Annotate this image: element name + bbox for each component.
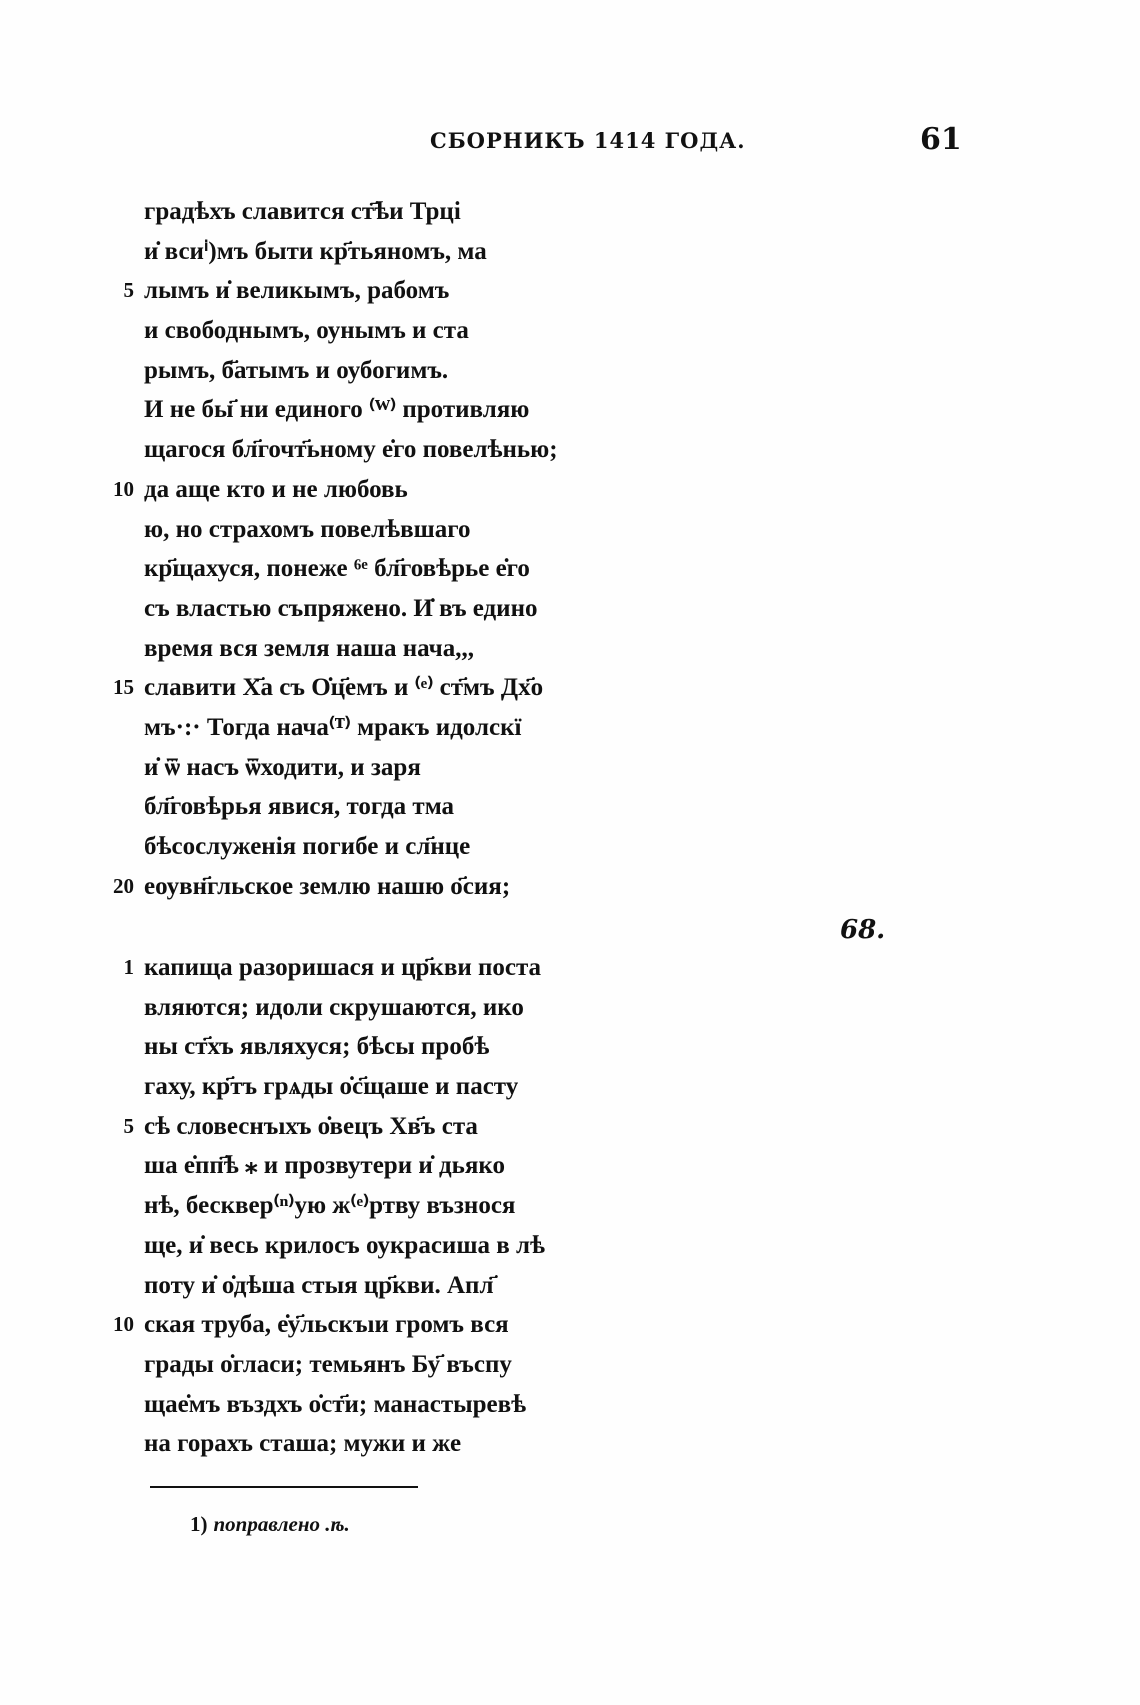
line-text: славити Х҃а съ О̇ц҃емъ и ⁽ᵉ⁾ ст҃мъ Дх҃о xyxy=(144,674,544,702)
text-line xyxy=(100,1067,640,1107)
line-text: И не бы҃ ни единого ⁽ᵂ⁾ противляю xyxy=(144,396,530,424)
line-text: и̇ всиⁱ)мъ быти кр҃тьяномъ, ма xyxy=(144,237,487,265)
footnote-text: поправлено .ѣ. xyxy=(213,1512,350,1536)
folio-marker: 68. xyxy=(840,915,886,945)
line-text: грады о̇гласи; темьянъ Бу҃ въспу xyxy=(144,1350,512,1378)
line-text: сѣ словеснъıхъ о̇вецъ Хв҃ъ ста xyxy=(144,1112,478,1140)
text-line xyxy=(100,668,640,708)
text-line xyxy=(100,351,640,391)
text-line xyxy=(100,1305,640,1345)
text-line xyxy=(100,390,640,430)
line-text: лымъ и̇ великымъ, рабомъ xyxy=(144,277,450,305)
text-line xyxy=(100,1027,640,1067)
text-line xyxy=(100,748,640,788)
text-line xyxy=(100,1345,640,1385)
line-text: да аще кто и не любовь xyxy=(144,475,408,503)
line-text: ская труба, е̇у҃льскъıи громъ вся xyxy=(144,1311,509,1339)
line-text: рымъ, б҃атымъ и оубогимъ. xyxy=(144,356,449,384)
line-number: 10 xyxy=(113,1312,134,1337)
line-text: гаху, кр҃тъ грѧды о̇с҃щаше и пасту xyxy=(144,1073,519,1101)
line-text: на горахъ сташа; мужи и же xyxy=(144,1430,462,1458)
text-line xyxy=(100,430,640,470)
footnote xyxy=(190,1512,350,1537)
text-line xyxy=(100,271,640,311)
line-text: нѣ, бесквер⁽ⁿ⁾ую ж⁽ᵉ⁾ртву възнося xyxy=(144,1192,516,1220)
text-line xyxy=(100,549,640,589)
text-line xyxy=(100,827,640,867)
line-text: еоувн҃гльское землю нашю о҃сия; xyxy=(144,872,511,900)
line-text: капища разоришася и цр҃кви поста xyxy=(144,954,542,981)
line-text: съ властью съпряжено. И̇ въ едино xyxy=(144,594,538,622)
line-text: бл҃говѣрья явися, тогда тма xyxy=(144,793,455,821)
line-number: 5 xyxy=(123,278,134,303)
footnote-rule xyxy=(150,1486,418,1488)
line-text: мъ·:· Тогда нача⁽ᵀ⁾ мракъ идолскї xyxy=(144,713,522,741)
text-line xyxy=(100,1424,640,1464)
line-text: и̇ ѿ насъ ѿходити, и заря xyxy=(144,753,421,781)
line-number: 5 xyxy=(123,1113,134,1138)
text-line xyxy=(100,1385,640,1425)
page-number: 61 xyxy=(920,122,962,157)
line-text: вляются; идоли скрушаются, ико xyxy=(144,993,524,1021)
line-number: 1 xyxy=(123,955,134,979)
text-line xyxy=(100,708,640,748)
text-line xyxy=(100,1146,640,1186)
line-text: ю, но страхомъ повелѣвшаго xyxy=(144,515,471,543)
text-line xyxy=(100,589,640,629)
text-block-2 xyxy=(100,948,640,1464)
line-text: щае̇мъ въздхъ о̇ст҃и; манастыревѣ xyxy=(144,1390,527,1418)
text-line xyxy=(100,1226,640,1266)
text-line xyxy=(100,192,640,232)
line-text: ны ст҃хъ являхуся; бѣсы пробѣ xyxy=(144,1033,490,1061)
line-text: поту и̇ о̇дѣша стыя цр҃кви. Апл҃ xyxy=(144,1271,494,1299)
text-line xyxy=(100,988,640,1028)
text-line xyxy=(100,232,640,272)
line-number: 15 xyxy=(113,675,134,700)
line-text: ще, и̇ весь крилосъ оукрасиша в лѣ xyxy=(144,1231,545,1259)
text-line xyxy=(100,867,640,907)
line-text: время вся земля наша нача,,, xyxy=(144,634,474,662)
text-line xyxy=(100,1266,640,1306)
text-line xyxy=(100,510,640,550)
text-line xyxy=(100,948,640,988)
text-line xyxy=(100,1107,640,1147)
text-line xyxy=(100,1186,640,1226)
text-line xyxy=(100,470,640,510)
text-line xyxy=(100,787,640,827)
line-text: и свободнымъ, оунымъ и ста xyxy=(144,317,469,345)
line-text: кр҃щахуся, понеже ⁶ᵉ бл҃говѣрье е̇го xyxy=(144,555,530,583)
line-text: ша е̇пп҃ѣ ⁎ и прозвутери и̇ дьяко xyxy=(144,1152,505,1180)
text-line xyxy=(100,629,640,669)
footnote-mark: 1) xyxy=(190,1512,208,1536)
text-line xyxy=(100,311,640,351)
line-text: бѣсослуженiя погибе и сл҃нце xyxy=(144,833,471,860)
line-number: 20 xyxy=(113,873,134,898)
line-number: 10 xyxy=(113,476,134,501)
running-head: СБОРНИКЪ 1414 ГОДА. xyxy=(430,128,746,153)
line-text: щагося бл҃гочт҃ьному е̇го повелѣнью; xyxy=(144,436,558,464)
line-text: градѣхъ славится ст҃ѣи Трці xyxy=(144,198,461,225)
text-block-1 xyxy=(100,192,640,906)
